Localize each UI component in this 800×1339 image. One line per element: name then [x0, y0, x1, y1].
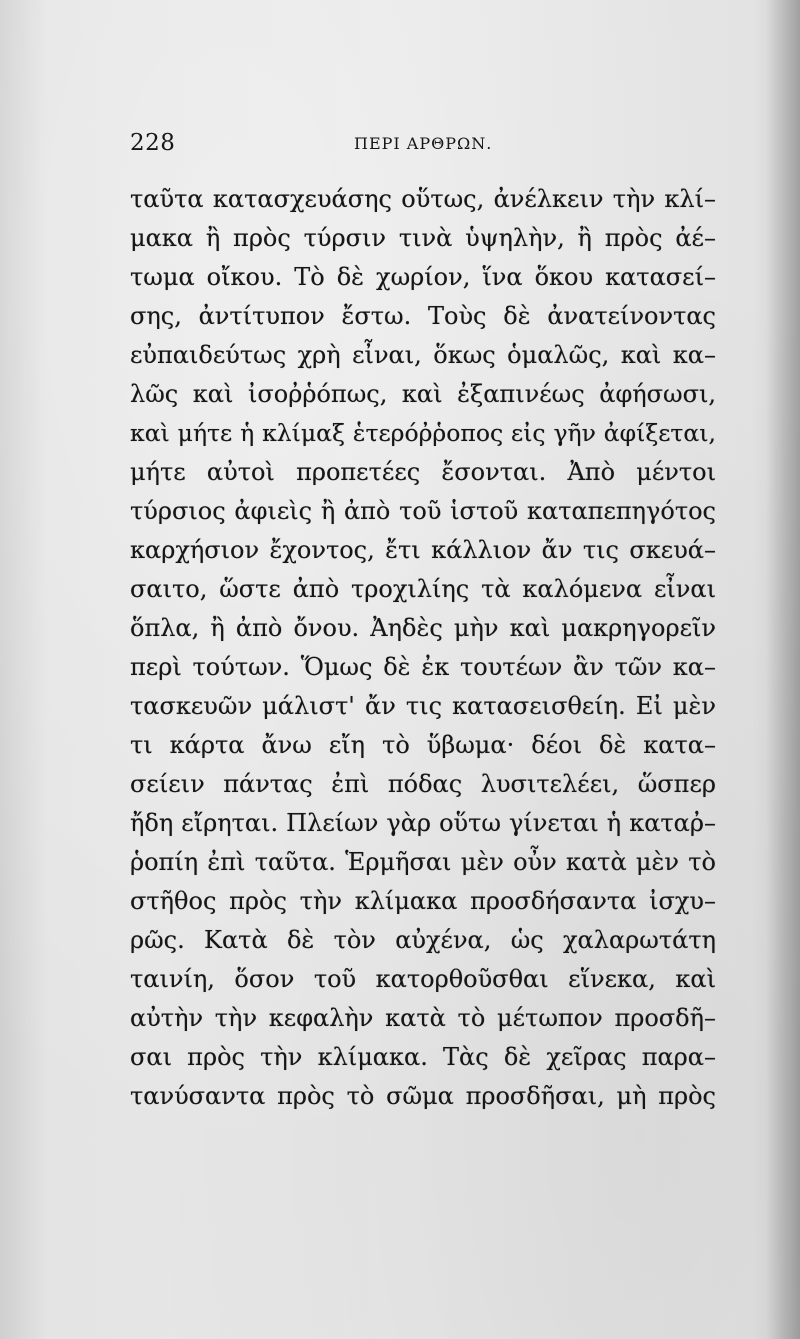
body-text: [130, 180, 716, 1116]
page-number: 228: [130, 130, 176, 156]
text-line: στῆθος πρὸς τὴν κλίμακα προσδήσαντα ἰσχυ–: [130, 887, 716, 915]
text-line: σαι πρὸς τὴν κλίμακα. Τὰς δὲ χεῖρας παρα–: [130, 1043, 716, 1071]
text-line: σείειν πάντας ἐπὶ πόδας λυσιτελέει, ὥσπερ: [130, 770, 716, 798]
text-line: μήτε αὐτοὶ προπετέες ἔσονται. Ἀπὸ μέντοι: [130, 458, 716, 486]
text-line: καὶ μήτε ἡ κλίμαξ ἑτερόῤῥοπος εἰς γῆν ἀφίξεται,: [130, 419, 716, 447]
text-line: αὐτὴν τὴν κεφαλὴν κατὰ τὸ μέτωπον προσδῆ–: [130, 1004, 716, 1032]
page-gutter-shadow: [766, 0, 800, 1339]
text-line: καρχήσιον ἔχοντος, ἔτι κάλλιον ἄν τις σκευά–: [130, 536, 716, 564]
text-line: περὶ τούτων. Ὅμως δὲ ἐκ τουτέων ἂν τῶν κα–: [130, 653, 716, 681]
page-header: [130, 130, 716, 166]
text-line: ῥοπίη ἐπὶ ταῦτα. Ἑρμῆσαι μὲν οὖν κατὰ μὲν τὸ: [130, 848, 716, 876]
text-line: τανύσαντα πρὸς τὸ σῶμα προσδῆσαι, μὴ πρὸς: [130, 1082, 716, 1110]
text-line: τασκευῶν μάλιστ' ἄν τις κατασεισθείη. Εἰ μὲν: [130, 692, 716, 720]
text-line: μακα ἢ πρὸς τύρσιν τινὰ ὑψηλὴν, ἢ πρὸς ἀέ–: [130, 224, 716, 252]
text-line: σης, ἀντίτυπον ἔστω. Τοὺς δὲ ἀνατείνοντας: [130, 302, 716, 330]
text-line: τύρσιος ἀφιεὶς ἢ ἀπὸ τοῦ ἱστοῦ καταπεπηγότος: [130, 497, 716, 525]
text-line: ρῶς. Κατὰ δὲ τὸν αὐχένα, ὡς χαλαρωτάτη: [130, 926, 716, 954]
text-line: ταινίη, ὅσον τοῦ κατορθοῦσθαι εἵνεκα, καὶ: [130, 965, 716, 993]
text-line: ὅπλα, ἢ ἀπὸ ὄνου. Ἀηδὲς μὴν καὶ μακρηγορεῖν: [130, 614, 716, 642]
text-line: λῶς καὶ ἰσοῤῥόπως, καὶ ἐξαπινέως ἀφήσωσι,: [130, 380, 716, 408]
text-line: σαιτο, ὥστε ἀπὸ τροχιλίης τὰ καλόμενα εἶναι: [130, 575, 716, 603]
running-head: ΠΕΡΙ ΑΡΘΡΩΝ.: [354, 134, 493, 153]
text-line: τωμα οἴκου. Τὸ δὲ χωρίον, ἵνα ὅκου κατασεί–: [130, 263, 716, 291]
text-line: εὐπαιδεύτως χρὴ εἶναι, ὅκως ὁμαλῶς, καὶ κα–: [130, 341, 716, 369]
text-line: ἤδη εἴρηται. Πλείων γὰρ οὕτω γίνεται ἡ καταῤ–: [130, 809, 716, 837]
text-line: τι κάρτα ἄνω εἴη τὸ ὕβωμα· δέοι δὲ κατα–: [130, 731, 716, 759]
text-line: ταῦτα κατασχευάσης οὕτως, ἀνέλκειν τὴν κλί–: [130, 185, 716, 213]
